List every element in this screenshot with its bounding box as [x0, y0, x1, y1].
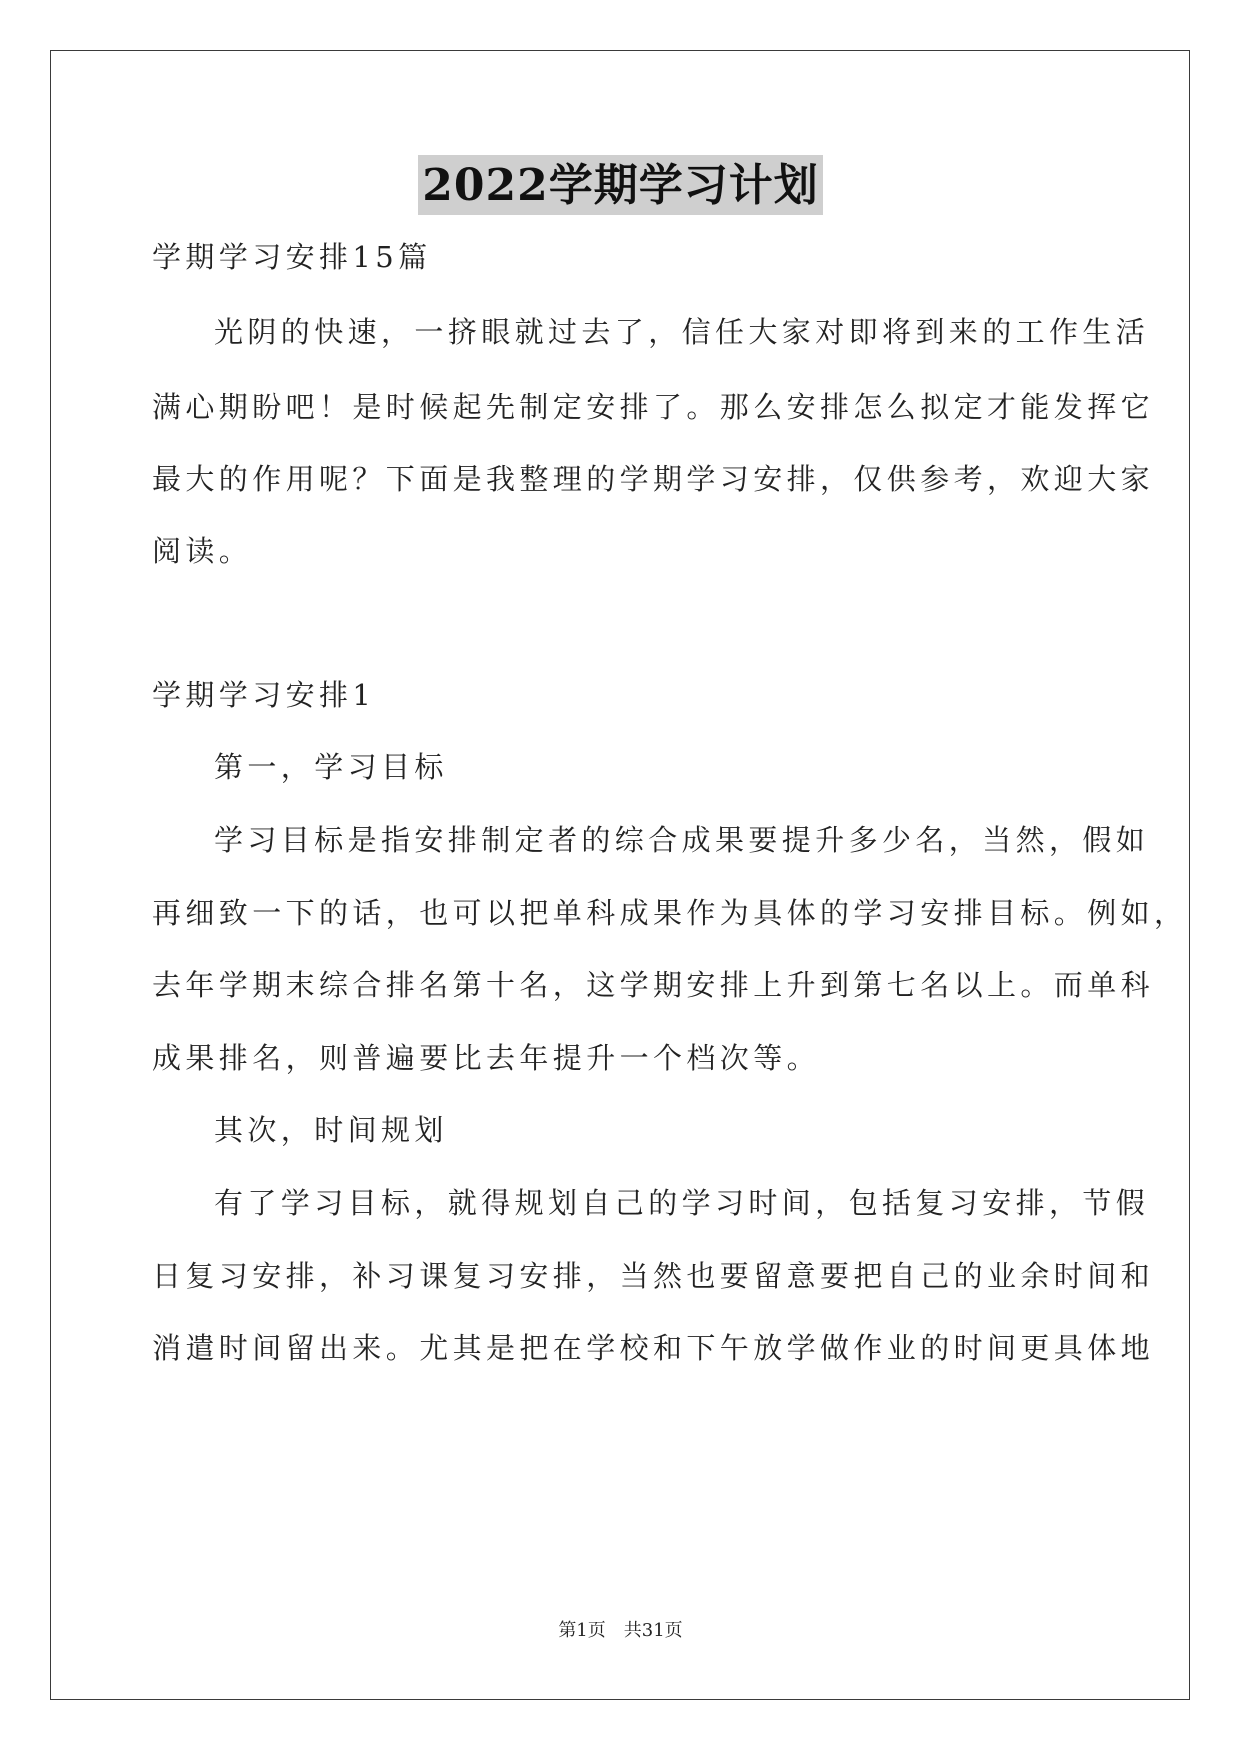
subtitle-line: 学期学习安排15篇: [152, 240, 432, 274]
paragraph-line: 学习目标是指安排制定者的综合成果要提升多少名，当然，假如: [214, 823, 1150, 857]
paragraph-line: 最大的作用呢？下面是我整理的学期学习安排，仅供参考，欢迎大家: [152, 462, 1155, 496]
subsection-heading: 其次，时间规划: [214, 1113, 448, 1147]
section-heading: 学期学习安排1: [152, 678, 376, 712]
page-border: [50, 50, 1190, 1700]
paragraph-line: 去年学期末综合排名第十名，这学期安排上升到第七名以上。而单科: [152, 968, 1155, 1002]
paragraph-line: 成果排名，则普遍要比去年提升一个档次等。: [152, 1041, 821, 1075]
page-footer: [0, 1620, 1241, 1642]
page-total: 共31页: [623, 1620, 683, 1641]
paragraph-line: 再细致一下的话，也可以把单科成果作为具体的学习安排目标。例如，: [152, 896, 1188, 930]
title-container: [0, 155, 1241, 215]
document-title: 2022学期学习计划: [418, 155, 822, 215]
paragraph-line: 阅读。: [152, 534, 253, 568]
page-number: 第1页: [558, 1620, 606, 1641]
paragraph-line: 有了学习目标，就得规划自己的学习时间，包括复习安排，节假: [214, 1186, 1150, 1220]
subsection-heading: 第一，学习目标: [214, 750, 448, 784]
paragraph-line: 消遣时间留出来。尤其是把在学校和下午放学做作业的时间更具体地: [152, 1331, 1155, 1365]
paragraph-line: 光阴的快速，一挤眼就过去了，信任大家对即将到来的工作生活: [214, 315, 1150, 349]
paragraph-line: 日复习安排，补习课复习安排，当然也要留意要把自己的业余时间和: [152, 1259, 1155, 1293]
paragraph-line: 满心期盼吧！是时候起先制定安排了。那么安排怎么拟定才能发挥它: [152, 390, 1155, 424]
